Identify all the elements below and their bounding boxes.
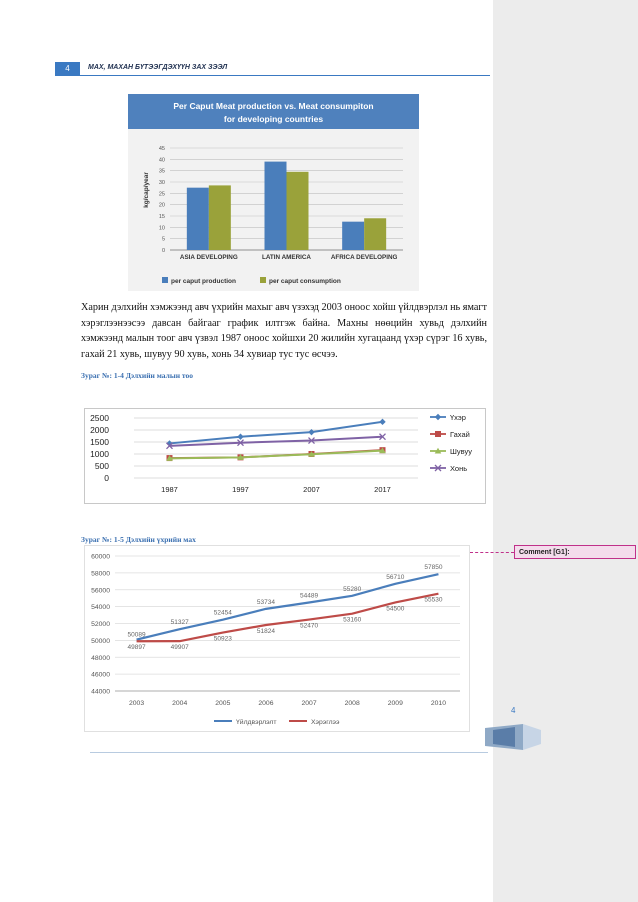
- y-tick-label: 0: [161, 248, 165, 254]
- x-tick-label: 2007: [303, 485, 320, 494]
- data-label: 49897: [127, 644, 146, 652]
- bar-production: [187, 188, 209, 250]
- legend-label: Шувуу: [450, 447, 472, 456]
- data-label: 53160: [343, 616, 362, 624]
- data-label: 55530: [424, 596, 443, 604]
- x-tick-label: 2008: [344, 700, 360, 707]
- y-tick-label: 52000: [91, 621, 110, 628]
- data-label: 57850: [424, 564, 443, 572]
- x-tick-label: 2007: [301, 700, 317, 707]
- meat-production-chart: [128, 94, 419, 291]
- y-tick-label: 44000: [91, 688, 110, 696]
- x-tick-label: 2006: [258, 700, 274, 707]
- comment-balloon[interactable]: Comment [G1]:: [514, 545, 636, 559]
- x-tick-label: 2009: [387, 700, 403, 707]
- data-label: 50089: [127, 631, 146, 639]
- data-label: 53734: [256, 598, 275, 606]
- y-tick-label: 5: [161, 236, 165, 243]
- comment-connector: [470, 552, 514, 554]
- bar-consumption: [364, 218, 386, 250]
- y-tick-label: 1500: [90, 437, 109, 447]
- legend-label: Гахай: [450, 430, 470, 439]
- y-tick-label: 1000: [90, 449, 109, 459]
- y-tick-label: 46000: [91, 671, 110, 679]
- bar-consumption: [209, 185, 231, 250]
- y-tick-label: 50000: [91, 637, 110, 645]
- legend-label-consumption: per caput consumption: [269, 278, 341, 285]
- page-number-badge: 4: [55, 62, 80, 76]
- bar-production: [342, 222, 364, 250]
- x-tick-label: 2010: [430, 700, 446, 707]
- body-paragraph: Харин дэлхийн хэмжээнд авч үхрийн махыг авч үзэхэд 2003 оноос хойш үйлдвэрлэл нь ямагт хэрэглээнээсээ давсан байгааг график илтгэж байна. Махны нөөцийн хувьд дэлхийн хэмжээнд малын тоог авч үзвэл 1987 оноос хойшхи 20 жилийн хугацаанд үхэр сүрэг 16 хувь, гахай 21 хувь, шувуу 90 хувь, хонь 34 хувиар тус тус өсчээ.: [81, 302, 487, 360]
- data-label: 50923: [213, 635, 232, 643]
- y-tick-label: 30: [158, 180, 165, 186]
- chart-title-line-1: Per Caput Meat production vs. Meat consumpiton: [173, 101, 374, 111]
- y-tick-label: 2500: [90, 413, 109, 423]
- y-tick-label: 15: [158, 214, 165, 220]
- x-tick-label: 2017: [374, 485, 391, 494]
- legend-swatch-consumption: [260, 277, 266, 283]
- data-label: 54489: [300, 592, 319, 600]
- x-tick-label: 1987: [161, 485, 178, 494]
- x-tick-label: 2004: [172, 700, 188, 707]
- legend-marker: [435, 431, 441, 437]
- y-tick-label: 35: [158, 168, 165, 175]
- legend-label: Хэрэглээ: [311, 719, 340, 726]
- data-label: 54500: [386, 605, 405, 613]
- y-tick-label: 10: [158, 225, 165, 232]
- livestock-chart: [84, 408, 486, 504]
- chart-title-line-2: for developing countries: [223, 114, 324, 124]
- y-tick-label: 58000: [91, 570, 110, 578]
- legend-label: Хонь: [450, 464, 468, 473]
- y-tick-label: 500: [94, 461, 109, 471]
- legend-label: Үйлдвэрлэлт: [236, 719, 277, 726]
- bar-consumption: [287, 172, 309, 250]
- y-tick-label: 56000: [91, 587, 110, 595]
- data-label: 49907: [170, 644, 189, 652]
- running-title: МАХ, МАХАН БҮТЭЭГДЭХҮҮН ЗАХ ЗЭЭЛ: [88, 64, 228, 71]
- x-tick-label: 2003: [129, 700, 145, 707]
- legend-swatch-production: [162, 277, 168, 283]
- y-tick-label: 2000: [90, 425, 109, 435]
- y-tick-label: 20: [158, 202, 165, 209]
- y-tick-label: 0: [104, 473, 109, 483]
- header-rule: [55, 75, 490, 76]
- legend-label-production: per caput production: [171, 278, 236, 285]
- x-tick-label: AFRICA DEVELOPING: [330, 254, 398, 261]
- y-axis-label: kg/cap/year: [143, 172, 150, 208]
- data-label: 51327: [170, 619, 189, 627]
- data-label: 55280: [343, 585, 362, 593]
- y-tick-label: 40: [158, 157, 165, 164]
- data-label: 52470: [300, 622, 319, 630]
- x-tick-label: ASIA DEVELOPING: [179, 254, 238, 261]
- data-label: 56710: [386, 573, 405, 581]
- footer-page-number: 4: [511, 706, 516, 715]
- footer-rule: [90, 752, 488, 753]
- figure-caption-livestock: Зураг №: 1-4 Дэлхийн малын тоо: [81, 371, 193, 380]
- bar-production: [265, 162, 287, 250]
- figure-caption-beef: Зураг №: 1-5 Дэлхийн үхрийн мах: [81, 535, 196, 544]
- page-corner-logo: [485, 724, 545, 750]
- data-label: 52454: [213, 609, 232, 617]
- comment-pane: [493, 0, 638, 902]
- y-tick-label: 25: [158, 191, 165, 198]
- legend-label: Үхэр: [450, 413, 466, 422]
- y-tick-label: 45: [158, 146, 165, 152]
- y-tick-label: 48000: [91, 654, 110, 662]
- x-tick-label: 1997: [232, 485, 249, 494]
- y-tick-label: 60000: [91, 553, 110, 561]
- data-label: 51824: [256, 627, 275, 635]
- y-tick-label: 54000: [91, 604, 110, 612]
- beef-chart: [84, 545, 470, 732]
- x-tick-label: 2005: [215, 700, 231, 707]
- x-tick-label: LATIN AMERICA: [262, 254, 311, 261]
